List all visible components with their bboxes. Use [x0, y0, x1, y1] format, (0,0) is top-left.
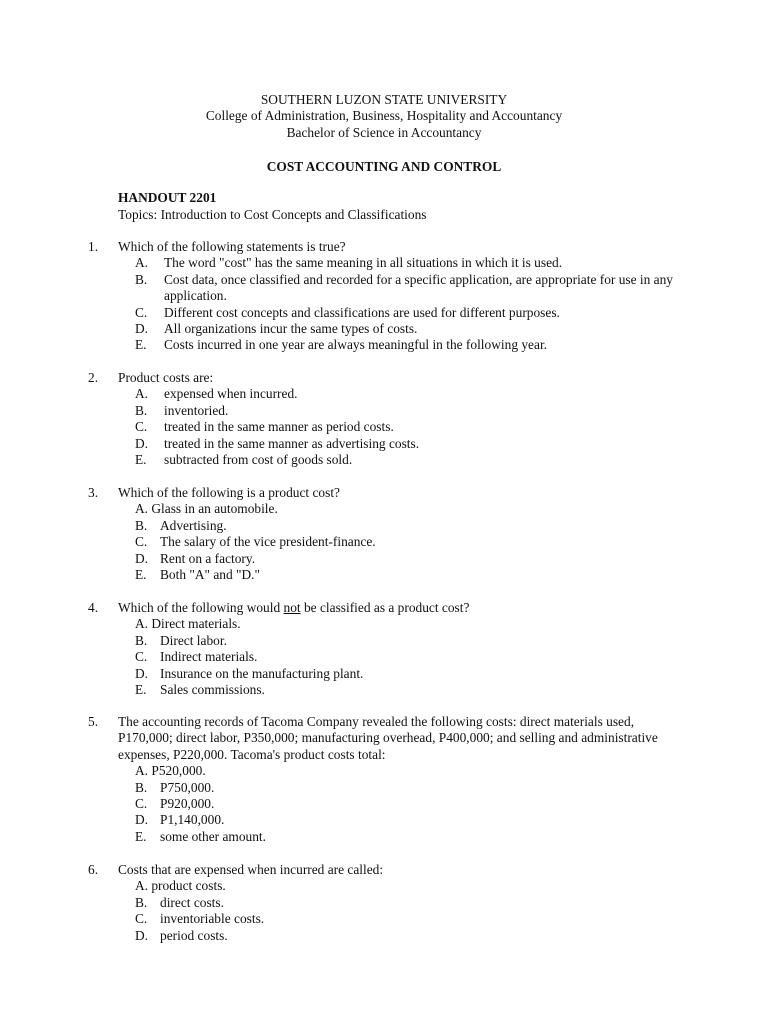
question-text: Costs that are expensed when incurred are called: [118, 862, 384, 877]
option-text: Insurance on the manufacturing plant. [160, 665, 364, 681]
option [88, 567, 688, 583]
topics-line: Topics: Introduction to Cost Concepts and Classifications [118, 207, 427, 222]
option [88, 255, 688, 271]
option-letter: D. [135, 550, 149, 566]
option [88, 633, 688, 649]
question-text: Which of the following statements is true? [118, 239, 346, 254]
question-number: 5. [88, 714, 99, 729]
option-letter: C. [135, 911, 148, 927]
option-letter: C. [135, 419, 148, 435]
question-number: 4. [88, 600, 99, 615]
option-text: period costs. [160, 927, 228, 943]
option-letter: B. [135, 271, 148, 287]
option-text: Rent on a factory. [160, 550, 256, 566]
option-text: Advertising. [160, 517, 227, 533]
university-name: SOUTHERN LUZON STATE UNIVERSITY [260, 92, 508, 107]
option-text: Cost data, once classified and recorded for a specific application, are appropriate for use in any application. [164, 271, 674, 304]
option-letter: D. [135, 665, 149, 681]
option-text: some other amount. [160, 828, 266, 844]
option-letter: B. [135, 894, 148, 910]
document-header [0, 92, 768, 141]
option [88, 419, 688, 435]
option-letter: E. [135, 452, 147, 468]
option [88, 649, 688, 665]
option-letter: E. [135, 567, 147, 583]
option [88, 666, 688, 682]
option-letter: E. [135, 337, 147, 353]
option [88, 829, 688, 845]
program-name: Bachelor of Science in Accountancy [286, 124, 482, 140]
option-letter: C. [135, 649, 148, 665]
option-letter: A. [135, 255, 149, 271]
question-number: 3. [88, 485, 99, 500]
option-letter: D. [135, 321, 149, 337]
option-text: A. Glass in an automobile. [135, 501, 278, 517]
option [88, 501, 688, 517]
option-letter: C. [135, 304, 148, 320]
option [88, 780, 688, 796]
option-letter: D. [135, 927, 149, 943]
option-text: treated in the same manner as advertising costs. [164, 435, 420, 451]
option [88, 928, 688, 944]
option [88, 551, 688, 567]
option-text: Direct labor. [160, 632, 227, 648]
option [88, 796, 688, 812]
option-letter: B. [135, 517, 148, 533]
option-text: expensed when incurred. [164, 386, 298, 402]
option-text: Indirect materials. [160, 649, 258, 665]
option [88, 436, 688, 452]
question-2 [88, 370, 688, 468]
option [88, 878, 688, 894]
option-text: Both "A" and "D." [160, 567, 260, 583]
option [88, 305, 688, 321]
question-text: Which of the following is a product cost? [118, 485, 341, 500]
question-4 [88, 600, 688, 698]
option-text: The word "cost" has the same meaning in all situations in which it is used. [164, 255, 563, 271]
underlined-word: not [283, 600, 301, 615]
option-text: A. product costs. [135, 878, 226, 894]
college-name: College of Administration, Business, Hospitality and Accountancy [205, 108, 563, 124]
handout-number: HANDOUT 2201 [118, 190, 217, 205]
option-text: A. P520,000. [135, 763, 206, 779]
option-letter: B. [135, 402, 148, 418]
question-text: The accounting records of Tacoma Company revealed the following costs: direct materials used, P170,000; direct labor, P350,000; manufacturing overhead, P400,000; and selling and administrative expenses, P220,000. Tacoma's product costs total: [118, 714, 658, 762]
question-1 [88, 239, 688, 354]
option [88, 452, 688, 468]
question-5 [88, 714, 688, 845]
option-text: treated in the same manner as period costs. [164, 419, 394, 435]
option [88, 616, 688, 632]
option-letter: A. [135, 386, 149, 402]
option-text: inventoriable costs. [160, 911, 265, 927]
option-text: Costs incurred in one year are always meaningful in the following year. [164, 337, 548, 353]
option-text: A. Direct materials. [135, 616, 241, 632]
option-text: P1,140,000. [160, 812, 225, 828]
option-letter: B. [135, 632, 148, 648]
option [88, 911, 688, 927]
option-text: The salary of the vice president-finance. [160, 534, 376, 550]
option-text: subtracted from cost of goods sold. [164, 452, 353, 468]
option-letter: E. [135, 682, 147, 698]
question-3 [88, 485, 688, 583]
course-title: COST ACCOUNTING AND CONTROL [266, 159, 502, 174]
question-text: Product costs are: [118, 370, 214, 385]
question-text: Which of the following would not be classified as a product cost? [118, 600, 470, 615]
option [88, 763, 688, 779]
question-6 [88, 862, 688, 944]
option-letter: C. [135, 796, 148, 812]
option [88, 518, 688, 534]
option-text: direct costs. [160, 894, 224, 910]
option [88, 895, 688, 911]
option-text: P920,000. [160, 796, 215, 812]
question-number: 1. [88, 239, 99, 254]
question-number: 6. [88, 862, 99, 877]
option-letter: E. [135, 828, 147, 844]
option [88, 337, 688, 353]
option [88, 812, 688, 828]
option-text: Sales commissions. [160, 682, 265, 698]
option [88, 272, 688, 305]
option-letter: D. [135, 435, 149, 451]
option [88, 321, 688, 337]
option-text: Different cost concepts and classifications are used for different purposes. [164, 304, 560, 320]
question-number: 2. [88, 370, 99, 385]
option [88, 534, 688, 550]
option [88, 386, 688, 402]
option-letter: D. [135, 812, 149, 828]
option [88, 682, 688, 698]
option-text: inventoried. [164, 402, 229, 418]
option-text: All organizations incur the same types of costs. [164, 321, 418, 337]
option-letter: B. [135, 779, 148, 795]
option [88, 403, 688, 419]
option-text: P750,000. [160, 779, 215, 795]
option-letter: C. [135, 534, 148, 550]
